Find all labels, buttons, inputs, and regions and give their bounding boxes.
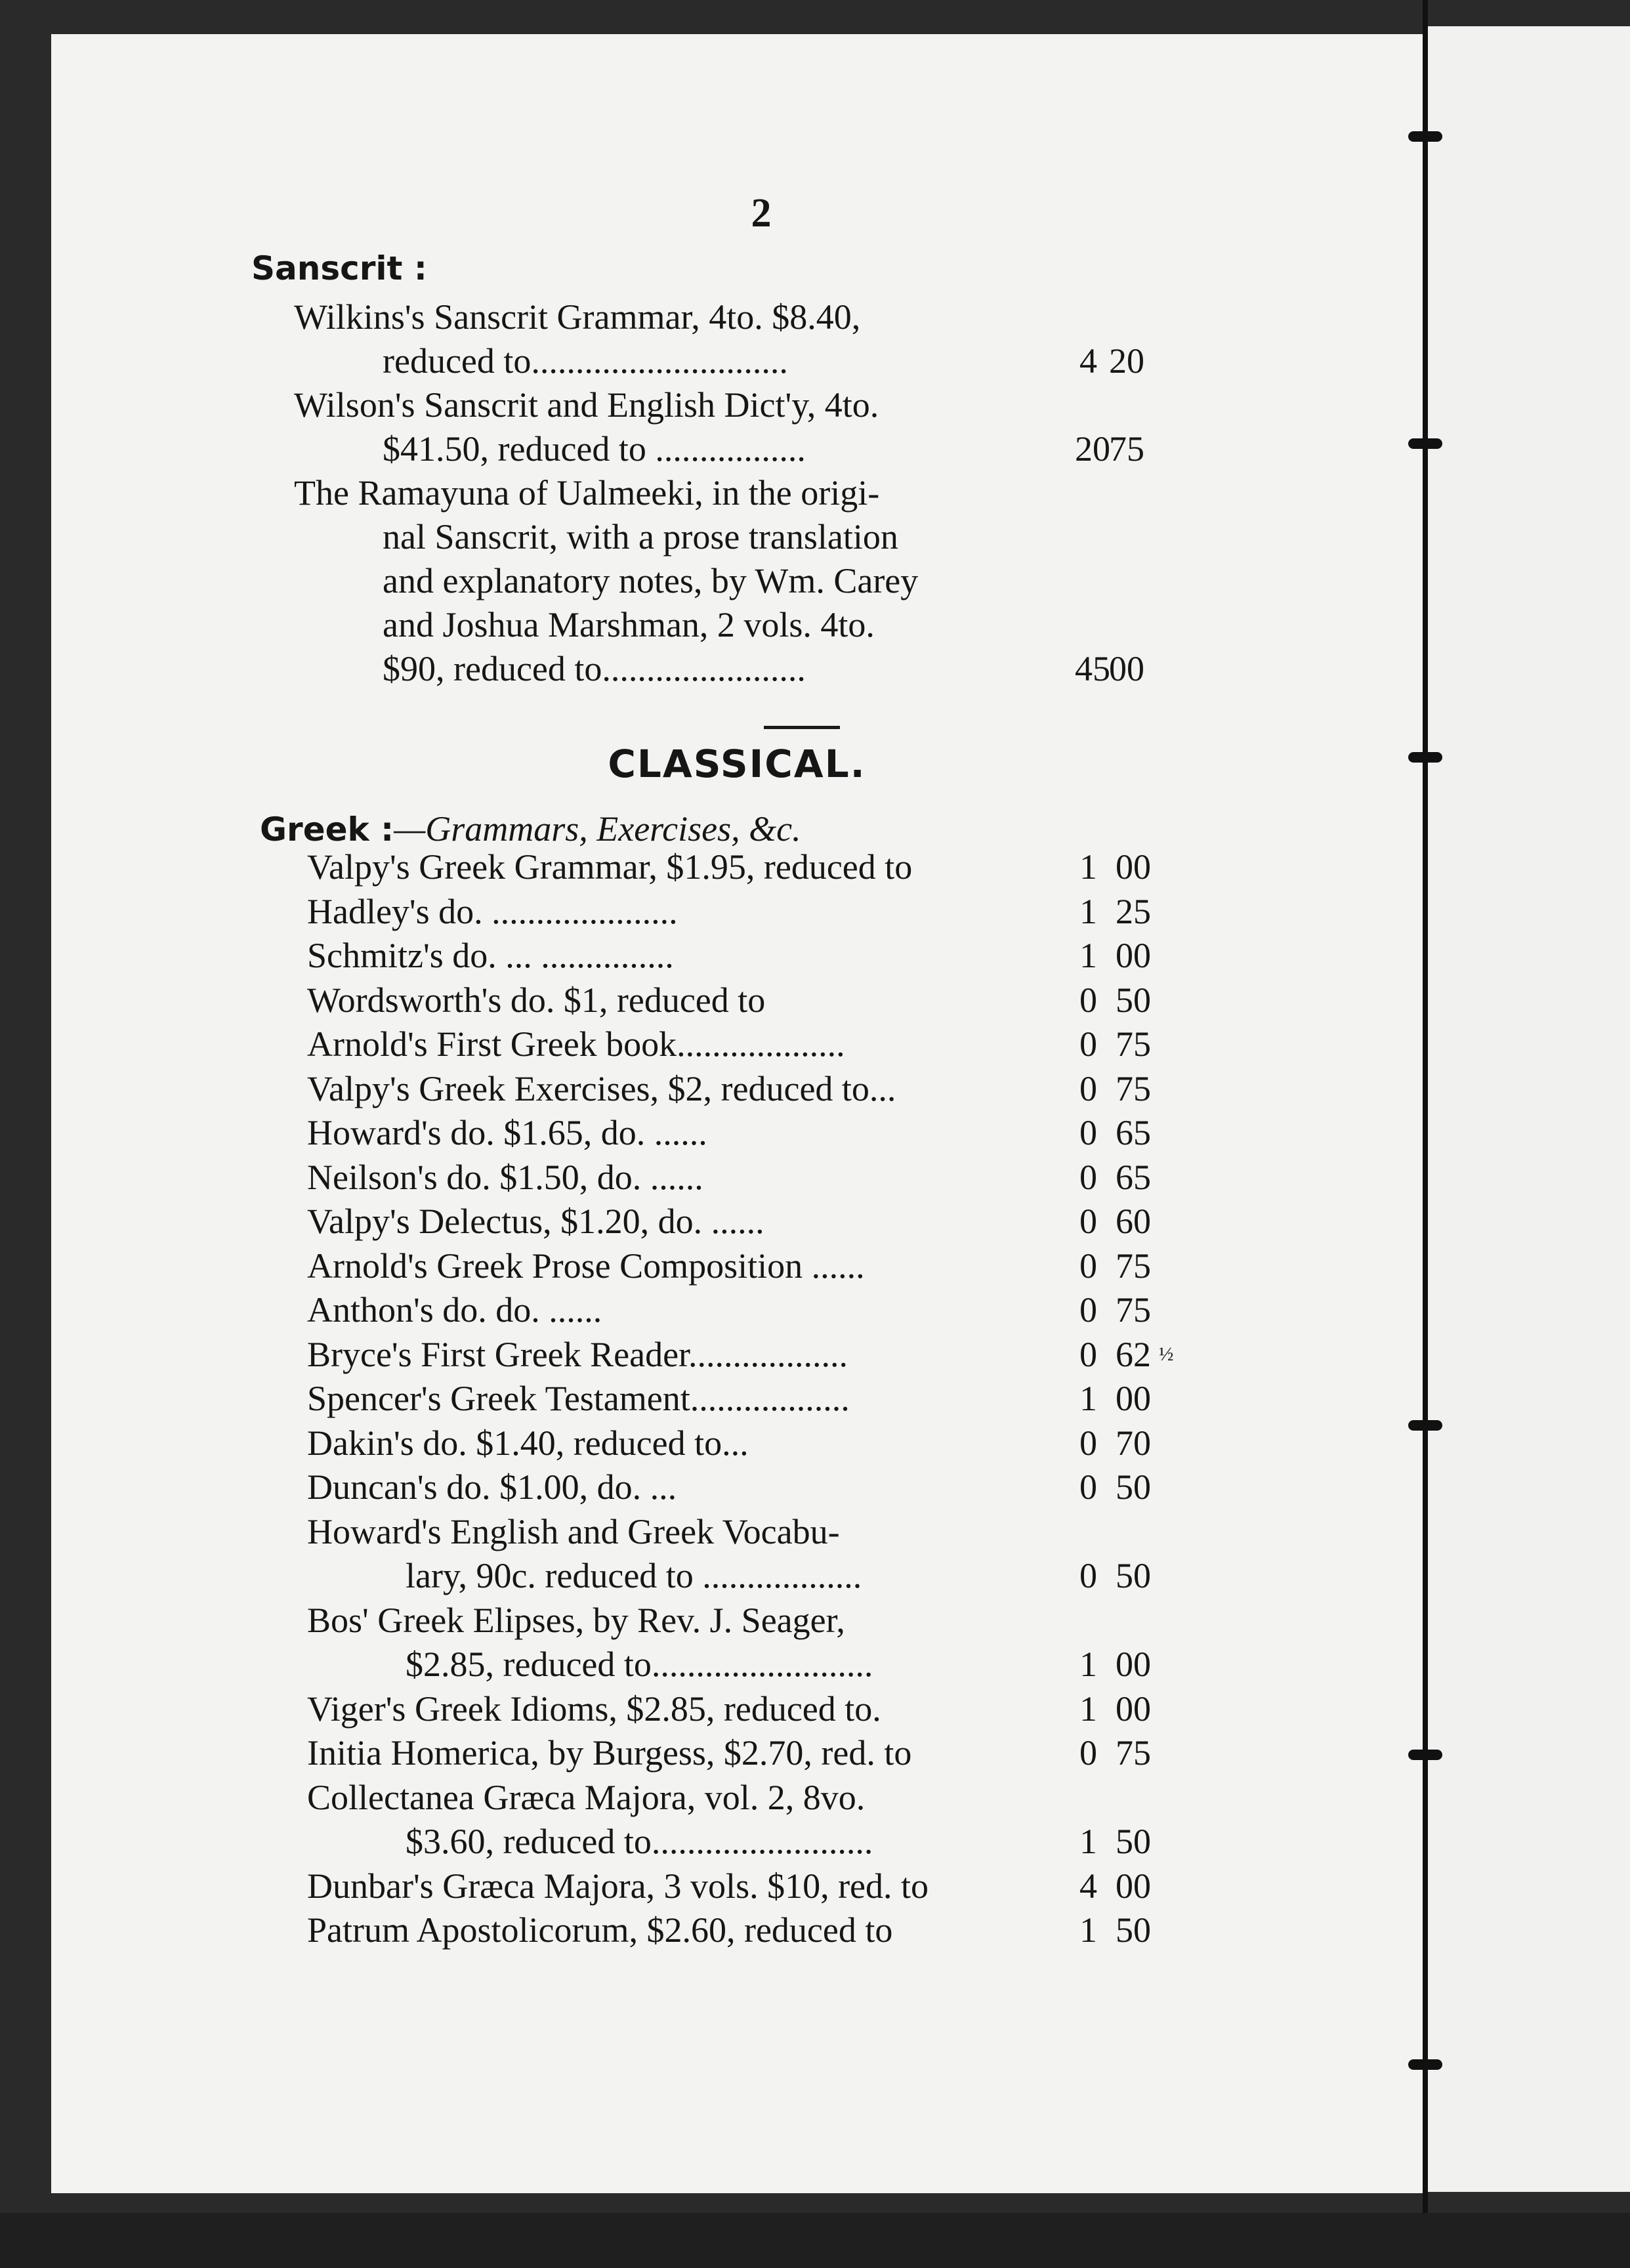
price-fraction: ½ — [1159, 1343, 1174, 1365]
price-dollars: 0 — [1079, 980, 1097, 1020]
price-cents: 00 — [1116, 1379, 1151, 1418]
greek-heading-label: Greek : — [260, 810, 394, 849]
list-item — [51, 1731, 1423, 1774]
price-dollars: 4 — [1079, 341, 1097, 381]
item-text: Dunbar's Græca Majora, 3 vols. $10, red. to — [307, 1866, 929, 1906]
price-cents: 50 — [1116, 1556, 1151, 1595]
item-text: and Joshua Marshman, 2 vols. 4to. — [383, 605, 875, 644]
item-text: lary, 90c. reduced to .................. — [406, 1556, 862, 1595]
scan-border — [0, 2213, 1630, 2268]
greek-heading — [260, 807, 801, 851]
list-item — [51, 1908, 1423, 1952]
list-item — [51, 603, 1423, 646]
list-item — [51, 1687, 1423, 1731]
price-dollars: 1 — [1079, 891, 1097, 931]
page-content — [51, 34, 1423, 2193]
list-item — [51, 1244, 1423, 1288]
price-cents: 65 — [1116, 1157, 1151, 1197]
item-text: Schmitz's do. ... ............... — [307, 936, 674, 975]
list-item — [51, 978, 1423, 1022]
item-text: Duncan's do. $1.00, do. ... — [307, 1467, 677, 1507]
item-text: Wilkins's Sanscrit Grammar, 4to. $8.40, — [294, 297, 861, 337]
price-dollars: 1 — [1079, 847, 1097, 887]
price-dollars: 0 — [1079, 1467, 1097, 1507]
list-item — [51, 471, 1423, 514]
price-cents: 50 — [1116, 1467, 1151, 1507]
list-item — [51, 1421, 1423, 1465]
item-text: Valpy's Delectus, $1.20, do. ...... — [307, 1202, 764, 1241]
classical-title: CLASSICAL. — [608, 742, 866, 786]
list-item — [51, 1156, 1423, 1199]
price-dollars: 20 — [1075, 429, 1110, 469]
list-item — [51, 427, 1423, 471]
price-cents: 62 — [1116, 1334, 1151, 1374]
list-item — [51, 1864, 1423, 1908]
price-cents: 50 — [1116, 1910, 1151, 1950]
list-item — [51, 1333, 1423, 1376]
list-item — [51, 1067, 1423, 1110]
item-text: Howard's do. $1.65, do. ...... — [307, 1113, 707, 1152]
price-cents: 75 — [1116, 1068, 1151, 1108]
price-cents: 00 — [1116, 1689, 1151, 1729]
item-text: Dakin's do. $1.40, reduced to... — [307, 1423, 749, 1463]
price-dollars: 1 — [1079, 1910, 1097, 1950]
item-text: $90, reduced to....................... — [383, 649, 806, 688]
list-item — [51, 1465, 1423, 1509]
item-text: Arnold's First Greek book................... — [307, 1024, 845, 1064]
item-text: Howard's English and Greek Vocabu- — [307, 1511, 840, 1551]
item-text: Viger's Greek Idioms, $2.85, reduced to. — [307, 1689, 881, 1729]
binding-stitch — [1408, 2059, 1442, 2070]
price-cents: 00 — [1116, 936, 1151, 975]
facing-page-edge — [1423, 26, 1630, 2192]
item-text: Valpy's Greek Grammar, $1.95, reduced to — [307, 847, 913, 887]
item-text: Spencer's Greek Testament.................. — [307, 1379, 850, 1418]
list-item — [51, 1599, 1423, 1642]
item-text: Bos' Greek Elipses, by Rev. J. Seager, — [307, 1600, 845, 1640]
price-dollars: 0 — [1079, 1556, 1097, 1595]
item-text: Valpy's Greek Exercises, $2, reduced to... — [307, 1068, 896, 1108]
item-text: Hadley's do. ..................... — [307, 891, 678, 931]
price-dollars: 4 — [1079, 1866, 1097, 1906]
price-cents: 65 — [1116, 1113, 1151, 1152]
item-text: Arnold's Greek Prose Composition ...... — [307, 1246, 865, 1286]
price-dollars: 0 — [1079, 1246, 1097, 1286]
binding-stitch — [1408, 752, 1442, 763]
price-dollars: 0 — [1079, 1290, 1097, 1330]
item-text: $41.50, reduced to ................. — [383, 429, 806, 469]
price-dollars: 1 — [1079, 1822, 1097, 1861]
item-text: nal Sanscrit, with a prose translation — [383, 517, 898, 556]
price-dollars: 0 — [1079, 1423, 1097, 1463]
item-text: Collectanea Græca Majora, vol. 2, 8vo. — [307, 1777, 866, 1817]
price-cents: 00 — [1109, 649, 1144, 688]
price-cents: 70 — [1116, 1423, 1151, 1463]
list-item — [51, 515, 1423, 558]
list-item — [51, 559, 1423, 602]
price-cents: 75 — [1109, 429, 1144, 469]
item-text: reduced to............................. — [383, 341, 788, 381]
list-item — [51, 934, 1423, 977]
greek-subheading: —Grammars, Exercises, &c. — [394, 809, 801, 849]
binding-stitch — [1408, 131, 1442, 142]
page-number: 2 — [751, 191, 772, 236]
item-text: Bryce's First Greek Reader.................. — [307, 1334, 848, 1374]
list-item — [51, 1288, 1423, 1332]
binding-stitch — [1408, 438, 1442, 449]
price-dollars: 1 — [1079, 1379, 1097, 1418]
price-cents: 50 — [1116, 1822, 1151, 1861]
price-cents: 25 — [1116, 891, 1151, 931]
price-dollars: 1 — [1079, 1689, 1097, 1729]
item-text: Wilson's Sanscrit and English Dict'y, 4to. — [294, 385, 879, 425]
list-item — [51, 1377, 1423, 1420]
list-item — [51, 1776, 1423, 1819]
item-text: Initia Homerica, by Burgess, $2.70, red. to — [307, 1733, 912, 1773]
price-cents: 20 — [1109, 341, 1144, 381]
price-cents: 00 — [1116, 1866, 1151, 1906]
list-item — [51, 383, 1423, 427]
list-item — [51, 1554, 1423, 1597]
list-item — [51, 890, 1423, 933]
price-cents: 00 — [1116, 1645, 1151, 1684]
catalogue-page — [51, 34, 1423, 2193]
item-text: Wordsworth's do. $1, reduced to — [307, 980, 766, 1020]
price-cents: 75 — [1116, 1024, 1151, 1064]
binding-spine — [1423, 0, 1428, 2231]
list-item — [51, 1022, 1423, 1066]
item-text: Neilson's do. $1.50, do. ...... — [307, 1157, 703, 1197]
list-item — [51, 1111, 1423, 1154]
item-text: and explanatory notes, by Wm. Carey — [383, 561, 919, 600]
price-dollars: 1 — [1079, 1645, 1097, 1684]
list-item — [51, 1820, 1423, 1863]
price-dollars: 0 — [1079, 1733, 1097, 1773]
price-dollars: 45 — [1075, 649, 1110, 688]
price-dollars: 0 — [1079, 1113, 1097, 1152]
item-text: $2.85, reduced to......................... — [406, 1645, 873, 1684]
price-dollars: 0 — [1079, 1068, 1097, 1108]
list-item — [51, 339, 1423, 383]
price-dollars: 0 — [1079, 1157, 1097, 1197]
price-cents: 00 — [1116, 847, 1151, 887]
price-dollars: 1 — [1079, 936, 1097, 975]
binding-stitch — [1408, 1750, 1442, 1760]
list-item — [51, 647, 1423, 690]
price-cents: 75 — [1116, 1290, 1151, 1330]
sanscrit-heading: Sanscrit : — [251, 249, 427, 287]
list-item — [51, 1643, 1423, 1686]
price-cents: 60 — [1116, 1202, 1151, 1241]
list-item — [51, 845, 1423, 889]
list-item — [51, 295, 1423, 339]
price-dollars: 0 — [1079, 1024, 1097, 1064]
price-dollars: 0 — [1079, 1202, 1097, 1241]
item-text: The Ramayuna of Ualmeeki, in the origi- — [294, 473, 880, 513]
item-text: Anthon's do. do. ...... — [307, 1290, 602, 1330]
price-cents: 75 — [1116, 1733, 1151, 1773]
list-item — [51, 1510, 1423, 1553]
price-cents: 75 — [1116, 1246, 1151, 1286]
item-text: $3.60, reduced to......................... — [406, 1822, 873, 1861]
item-text: Patrum Apostolicorum, $2.60, reduced to — [307, 1910, 893, 1950]
price-cents: 50 — [1116, 980, 1151, 1020]
price-dollars: 0 — [1079, 1334, 1097, 1374]
section-divider — [764, 726, 840, 729]
binding-stitch — [1408, 1420, 1442, 1431]
list-item — [51, 1200, 1423, 1243]
